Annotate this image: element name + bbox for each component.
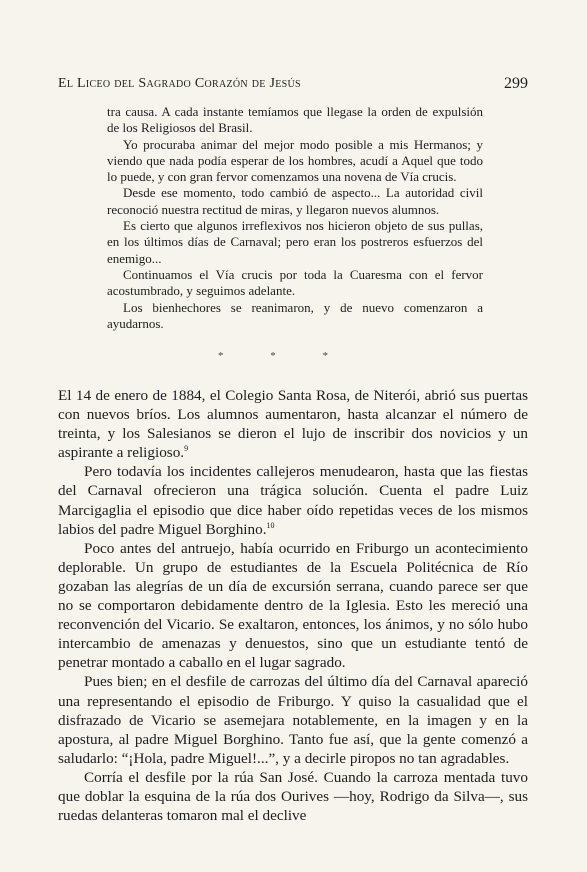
asterisk: * — [270, 350, 276, 362]
quote-paragraph: Los bienhechores se reanimaron, y de nuevo comenzaron a ayudarnos. — [107, 299, 483, 331]
asterisk: * — [218, 350, 224, 362]
quote-paragraph: Yo procuraba animar del mejor modo posible a mis Hermanos; y viendo que nada podía esperar de los hombres, acudí a Aquel que todo lo puede, y con gran fervor comenzamos una novena de Vía crucis. — [107, 136, 483, 185]
quote-paragraph: Es cierto que algunos irreflexivos nos hicieron objeto de sus pullas, en los últimos días de Carnaval; pero eran los postreros esfuerzos del enemigo... — [107, 218, 483, 266]
body-paragraph: Pues bien; en el desfile de carrozas del último día del Carnaval apareció una representando el episodio de Friburgo. Y quiso la casualidad que el disfrazado de Vicario se asemejara notablemente, en la imagen y en la apostura, al padre Miguel Borghino. Tanto fue así, que la gente comenzó a saludarlo: “¡Hola, padre Miguel!...”, y a decirle piropos no tan agradables. — [58, 673, 528, 767]
body-paragraph — [58, 462, 528, 538]
page-number: 299 — [504, 75, 528, 92]
running-title: El Liceo del Sagrado Corazón de Jesús — [58, 76, 301, 91]
section-separator — [218, 350, 328, 362]
page-header — [58, 76, 528, 96]
asterisk: * — [322, 350, 328, 362]
body-paragraph: Corría el desfile por la rúa San José. Cuando la carroza mentada tuvo que doblar la esquina de la rúa dos Ourives —hoy, Rodrigo da Silva—, sus ruedas delanteras tomaron mal el declive — [58, 768, 528, 825]
footnote-ref: 10 — [266, 520, 275, 530]
paragraph-text: El 14 de enero de 1884, el Colegio Santa Rosa, de Niterói, abrió sus puertas con nuevos bríos. Los alumnos aumentaron, hasta alcanzar el número de treinta, y los Salesianos se dieron el lujo de inscribir dos novicios y un aspirante a religioso. — [58, 387, 528, 462]
body-paragraph: Poco antes del antruejo, había ocurrido en Friburgo un acontecimiento deplorable. Un grupo de estudiantes de la Escuela Politécnica de Río gozaban las alegrías de un día de excursión serrana, cuando parece ser que no se comportaron debidamente dentro de la Iglesia. Esto les mereció una reconvención del Vicario. Se exaltaron, entonces, los ánimos, y no sólo hubo intercambio de amenazas y denuestos, sino que un estudiante tentó de penetrar montado a caballo en el lugar sagrado. — [58, 539, 528, 672]
quote-paragraph: Desde ese momento, todo cambió de aspecto... La autoridad civil reconoció nuestra rectitud de miras, y llegaron nuevos alumnos. — [107, 185, 483, 217]
footnote-ref: 9 — [184, 444, 189, 454]
paragraph-text: Pero todavía los incidentes callejeros menudearon, hasta que las fiestas del Carnaval ofrecieron una trágica solución. Cuenta el padre Luiz Marcigaglia el episodio que dice haber oído repetidas veces de los mismos labios del padre Miguel Borghino. — [58, 463, 528, 538]
quote-paragraph: tra causa. A cada instante temíamos que llegase la orden de expulsión de los Religiosos del Brasil. — [107, 104, 483, 136]
quote-paragraph: Continuamos el Vía crucis por toda la Cuaresma con el fervor acostumbrado, y seguimos adelante. — [107, 266, 483, 299]
body-paragraph — [58, 386, 528, 462]
block-quote — [107, 104, 483, 332]
body-text — [58, 386, 528, 825]
